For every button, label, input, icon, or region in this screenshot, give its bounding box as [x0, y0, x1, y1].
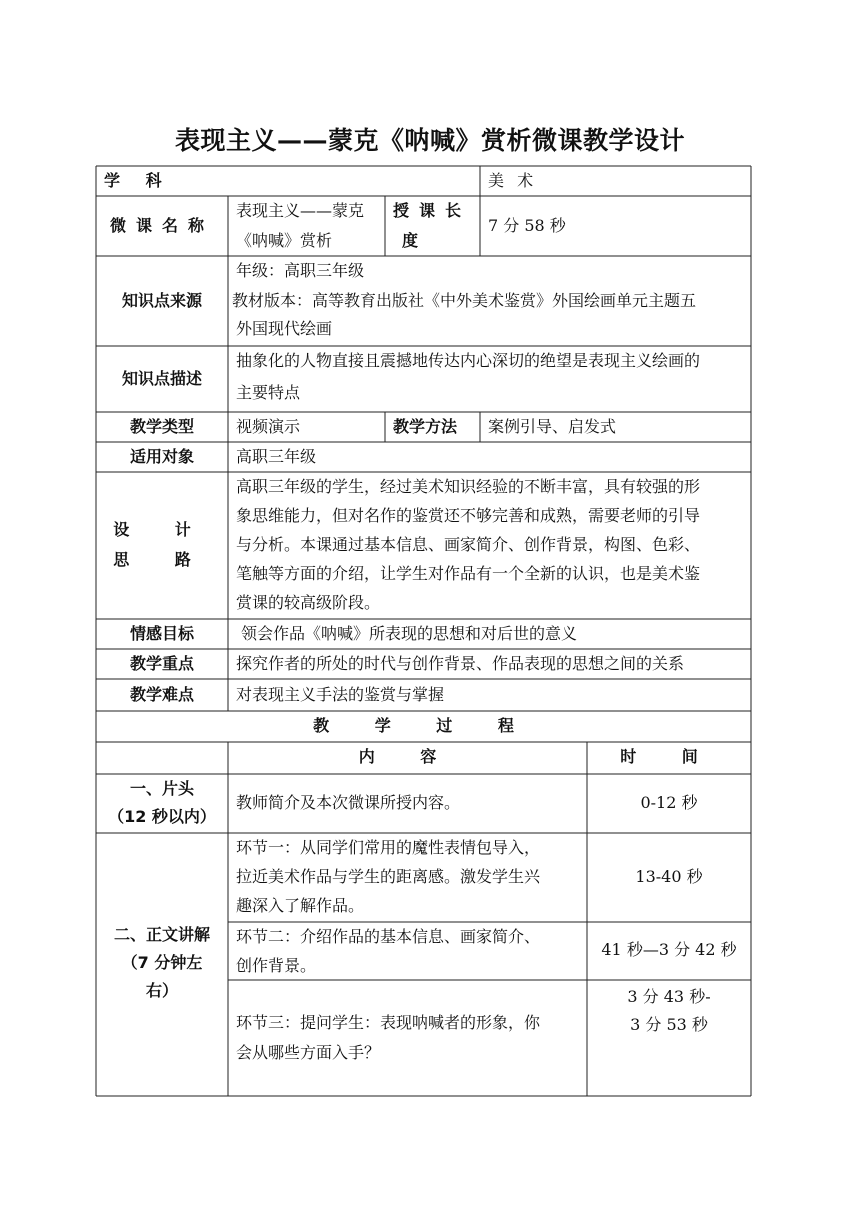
difficulty-value: 对表现主义手法的鉴赏与掌握: [236, 685, 445, 704]
teaching-type-label: 教学类型: [129, 417, 194, 436]
duration-label-line2: 度: [402, 231, 419, 250]
design-line: 与分析。本课通过基本信息、画家简介、创作背景，构图、色彩、: [236, 535, 701, 554]
teaching-method-value: 案例引导、启发式: [488, 417, 617, 436]
design-label-line2: 思 路: [113, 550, 211, 569]
step2-line2: 创作背景。: [236, 956, 317, 975]
source-line1: 年级：高职三年级: [236, 261, 365, 280]
design-line: 象思维能力，但对名作的鉴赏还不够完善和成熟，需要老师的引导: [236, 506, 701, 525]
process-col-time: 时 间: [620, 747, 718, 766]
subject-label: 学 科: [104, 171, 172, 190]
part1-time: 0-12 秒: [640, 793, 698, 812]
process-col-content: 内 容: [358, 747, 457, 766]
course-name-line1: 表现主义——蒙克: [236, 201, 365, 220]
duration-label-line1: 授课长: [393, 201, 472, 220]
teaching-method-label: 教学方法: [393, 417, 458, 436]
course-name-line2: 《呐喊》赏析: [236, 231, 333, 250]
description-line2: 主要特点: [236, 383, 301, 402]
description-line1: 抽象化的人物直接且震撼地传达内心深切的绝望是表现主义绘画的: [236, 351, 701, 370]
step1-line1: 环节一：从同学们常用的魔性表情包导入，: [236, 838, 541, 857]
step3-line1: 环节三：提问学生：表现呐喊者的形象，你: [236, 1013, 541, 1032]
description-label: 知识点描述: [121, 369, 202, 388]
step3-line2: 会从哪些方面入手？: [236, 1043, 381, 1062]
step3-time-line2: 3 分 53 秒: [630, 1015, 708, 1034]
source-line2: 教材版本：高等教育出版社《中外美术鉴赏》外国绘画单元主题五: [232, 291, 697, 310]
part2-label-line3: 右）: [145, 981, 178, 1000]
design-label-line1: 设 计: [113, 520, 211, 539]
audience-label: 适用对象: [129, 447, 194, 466]
design-line: 赏课的较高级阶段。: [236, 593, 381, 612]
part1-label-line1: 一、片头: [129, 779, 194, 798]
step2-time: 41 秒—3 分 42 秒: [601, 940, 737, 959]
part1-label-line2: （12 秒以内）: [108, 807, 216, 826]
audience-value: 高职三年级: [236, 447, 317, 466]
design-line: 高职三年级的学生，经过美术知识经验的不断丰富，具有较强的形: [236, 477, 701, 496]
emotion-goal-value: 领会作品《呐喊》所表现的思想和对后世的意义: [241, 624, 578, 643]
step2-line1: 环节二：介绍作品的基本信息、画家简介、: [236, 927, 541, 946]
key-point-label: 教学重点: [129, 654, 194, 673]
difficulty-label: 教学难点: [129, 685, 194, 704]
process-heading: 教 学 过 程: [313, 716, 534, 735]
subject-value: 美 术: [488, 171, 538, 190]
part2-label-line1: 二、正文讲解: [113, 925, 210, 944]
step3-time-line1: 3 分 43 秒-: [627, 987, 711, 1006]
source-line3: 外国现代绘画: [236, 319, 333, 338]
design-line: 笔触等方面的介绍，让学生对作品有一个全新的认识，也是美术鉴: [236, 564, 701, 583]
source-label: 知识点来源: [121, 291, 202, 310]
emotion-goal-label: 情感目标: [129, 624, 194, 643]
part1-content: 教师简介及本次微课所授内容。: [236, 793, 461, 812]
teaching-type-value: 视频演示: [236, 417, 301, 436]
part2-label-line2: （7 分钟左: [121, 953, 203, 972]
course-name-label: 微课名称: [109, 216, 214, 235]
duration-value: 7 分 58 秒: [488, 216, 566, 235]
step1-time: 13-40 秒: [635, 867, 703, 886]
document-title: 表现主义——蒙克《呐喊》赏析微课教学设计: [174, 126, 685, 155]
step1-line3: 趣深入了解作品。: [236, 896, 365, 915]
step1-line2: 拉近美术作品与学生的距离感。激发学生兴: [236, 867, 541, 886]
key-point-value: 探究作者的所处的时代与创作背景、作品表现的思想之间的关系: [236, 654, 685, 673]
